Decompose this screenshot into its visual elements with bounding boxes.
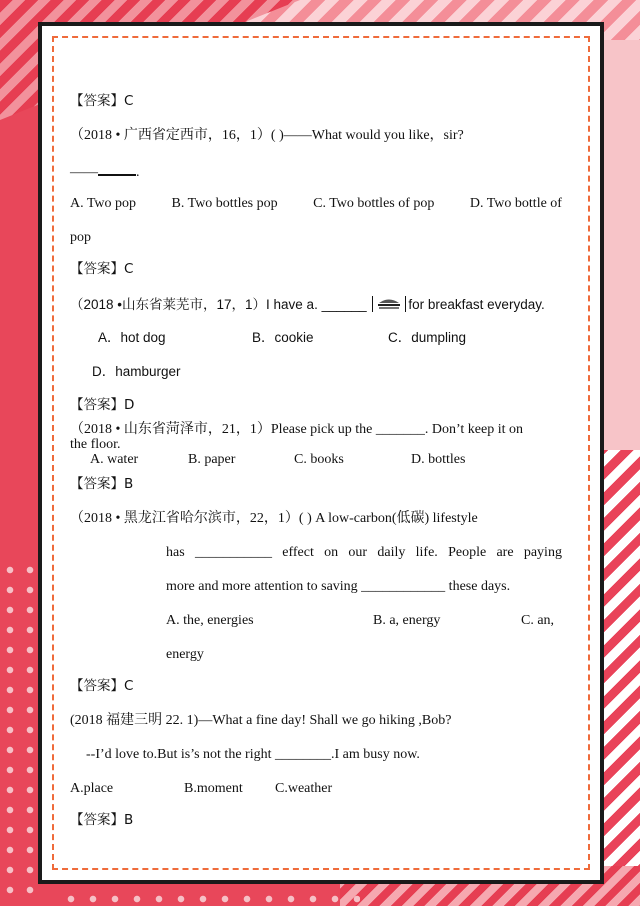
option-b: B. paper: [188, 452, 236, 467]
answer-line: 【答案】C: [70, 93, 134, 109]
stem-part-b: for breakfast everyday.: [408, 297, 545, 312]
options-row: [70, 196, 562, 212]
question-stem: (2018 福建三明 22. 1)—What a fine day! Shall we go hiking ,Bob?: [70, 713, 452, 728]
option-d: D. Two bottle of: [469, 196, 562, 211]
hamburger-icon: [372, 296, 406, 312]
option-d-continued: pop: [70, 230, 91, 245]
question-stem: （2018 • 山东省菏泽市，21，1）Please pick up the _______. Don’t keep it on: [70, 422, 523, 437]
option-c: C. an,: [521, 613, 555, 628]
option-a: A. the, energies: [166, 613, 254, 628]
question-line-3: more and more attention to saving ____________ these days.: [166, 579, 511, 594]
answer-line: 【答案】B: [70, 812, 134, 828]
option-b: B. a, energy: [373, 613, 441, 628]
answer-blank: [98, 162, 136, 176]
question-stem-continued: the floor.: [70, 437, 121, 452]
option-a: A.place: [70, 781, 114, 796]
word: People: [448, 545, 487, 560]
word: life.: [415, 545, 438, 560]
word: effect: [282, 545, 314, 560]
decorative-dots-left: [0, 560, 40, 900]
word: has: [166, 545, 185, 560]
option-b: B.moment: [184, 781, 243, 796]
question-line-2: [166, 545, 562, 561]
option-c-continued: energy: [166, 647, 204, 662]
option-c: C.weather: [275, 781, 333, 796]
stem-part-a: （2018 •山东省莱芜市，17，1）I have a. ______: [70, 297, 367, 312]
word: on: [324, 545, 339, 560]
reply-suffix: .: [136, 165, 140, 180]
word: daily: [377, 545, 406, 560]
option-a: A. Two pop: [70, 196, 137, 211]
word: our: [348, 545, 368, 560]
question-reply: [70, 162, 140, 181]
answer-line: 【答案】C: [70, 678, 134, 694]
option-b: B. Two bottles pop: [171, 196, 278, 211]
word: are: [496, 545, 514, 560]
question-stem: [70, 296, 545, 313]
option-a: A．hot dog: [98, 330, 166, 345]
option-a: A. water: [90, 452, 139, 467]
word: paying: [523, 545, 562, 560]
question-reply: --I’d love to.But is’s not the right ________.I am busy now.: [86, 747, 420, 762]
option-c: C．dumpling: [388, 330, 467, 345]
option-c: C. Two bottles of pop: [313, 196, 435, 211]
option-b: B．cookie: [252, 330, 314, 345]
answer-blank: ___________: [194, 545, 272, 560]
question-stem: （2018 • 黑龙江省哈尔滨市，22，1）( ) A low-carbon(低碳) lifestyle: [70, 511, 478, 526]
answer-line: 【答案】D: [70, 397, 135, 413]
question-stem: （2018 • 广西省定西市，16，1）( )——What would you like，sir?: [70, 128, 464, 143]
answer-line: 【答案】B: [70, 476, 134, 492]
reply-prefix: ——: [70, 165, 98, 180]
answer-line: 【答案】C: [70, 261, 134, 277]
option-c: C. books: [294, 452, 344, 467]
option-d: D．hamburger: [92, 364, 181, 379]
option-d: D. bottles: [411, 452, 466, 467]
